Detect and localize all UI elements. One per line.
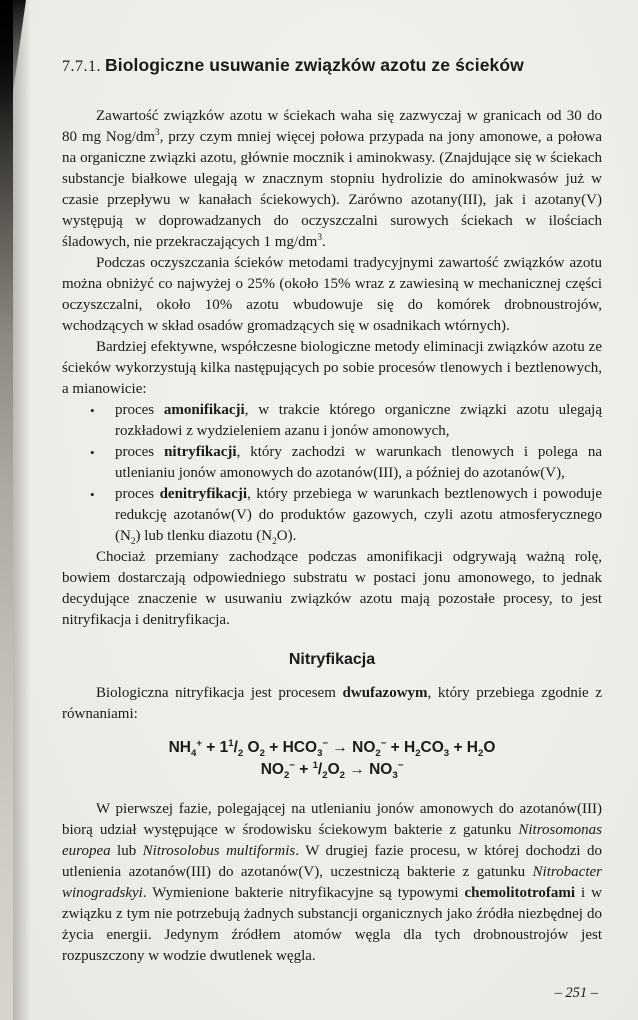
- bullet-item: [62, 442, 602, 484]
- page-number: – 251 –: [554, 985, 598, 1001]
- binding-shadow-fade: [13, 0, 31, 1020]
- page-content: [62, 54, 602, 1002]
- equation-line: $NO_2^- + ^1/_2O_2 \to NO_3^-$: [260, 759, 404, 782]
- equation-line: $NH_4^+ + 1^1/_2$ $O_2 + HCO_3^- \to NO_2^- + H_2CO_3 + H_2O$: [168, 737, 496, 760]
- bullet-marker: •: [90, 445, 95, 460]
- paragraph: W pierwszej fazie, polegającej na utlenianiu jonów amonowych do azotanów(III) biorą udział występujące w środowisku ściekowym bakterie z gatunku Nitrosomonas europea lub Nitrosolobus multiformis. W drugiej fazie procesu, w której dochodzi do utlenienia azotanów(III) do azotanów(V), uczestniczą bakterie z gatunku Nitrobacter winogradskyi. Wymienione bakterie nitryfikacyjne są typowymi chemolitotrofami i w związku z tym nie potrzebują żadnych substancji organicznych jako źródła niezbędnej do życia energii. Jedynym źródłem atomów węgla dla tych drobnoustrojów jest rozpuszczony w wodzie dwutlenek węgla.: [62, 801, 603, 964]
- subsection-heading: Nitryfikacja: [288, 651, 376, 668]
- bullet-text: proces amonifikacji, w trakcie którego organiczne związki azotu ulegają rozkładowi z wydzieleniem azanu i jonów amonowych,: [115, 402, 602, 439]
- section-title-text: Biologiczne usuwanie związków azotu ze ścieków: [105, 55, 524, 75]
- paragraph: Zawartość związków azotu w ściekach waha się zazwyczaj w granicach od 30 do 80 mg Nog/$dm^3$, przy czym mniej więcej połowa przypada na jony amonowe, a połowa na organiczne związki azotu, głównie mocznik i aminokwasy. (Znajdujące się w ściekach substancje białkowe ulegają w znacznym stopniu hydrolizie do aminokwasów już w czasie przepływu w kanałach ściekowych). Zarówno azotany(III), jak i azotany(V) występują w doprowadzanych do oczyszczalni surowych ściekach w ilościach śladowych, nie przekraczających 1 $mg/dm^3$.: [62, 108, 602, 250]
- body-text: [62, 106, 602, 967]
- section-title: [62, 54, 602, 78]
- bullet-list: [62, 400, 602, 547]
- paragraph: Chociaż przemiany zachodzące podczas amonifikacji odgrywają ważną rolę, bowiem dostarczają odpowiedniego substratu w postaci jonu amonowego, to jednak decydujące znaczenie w usuwaniu związków azotu mają pozostałe procesy, to jest nitryfikacja i denitryfikacja.: [62, 549, 602, 628]
- bullet-text: proces denitryfikacji, który przebiega w warunkach beztlenowych i powoduje redukcję azotanów(V) do produktów gazowych, czyli azotu atmosferycznego $(N_2)$ lub tlenku diazotu $(N_2O)$.: [115, 486, 602, 547]
- binding-shadow: [0, 0, 13, 1020]
- bullet-item: [62, 484, 602, 547]
- bullet-marker: •: [90, 403, 95, 418]
- paragraph: Biologiczna nitryfikacja jest procesem dwufazowym, który przebiega zgodnie z równaniami:: [62, 685, 602, 722]
- section-number: 7.7.1.: [62, 58, 101, 75]
- bullet-item: [62, 400, 602, 442]
- bullet-text: proces nitryfikacji, który zachodzi w warunkach tlenowych i polega na utlenianiu jonów amonowych do azotanów(III), a później do azotanów(V),: [115, 444, 602, 481]
- paragraph: Podczas oczyszczania ścieków metodami tradycyjnymi zawartość związków azotu można obniżyć co najwyżej o 25% (około 15% wraz z zawiesiną w mechanicznej części oczyszczalni, około 10% azotu wbudowuje się do komórek drobnoustrojów, wchodzących w skład osadów gromadzących się w osadnikach wtórnych).: [62, 255, 602, 334]
- bullet-marker: •: [90, 487, 95, 502]
- equation-block: [62, 737, 602, 781]
- paragraph: Bardziej efektywne, współczesne biologiczne metody eliminacji związków azotu ze ścieków wykorzystują kilka następujących po sobie procesów tlenowych i beztlenowych, a mianowicie:: [62, 339, 602, 397]
